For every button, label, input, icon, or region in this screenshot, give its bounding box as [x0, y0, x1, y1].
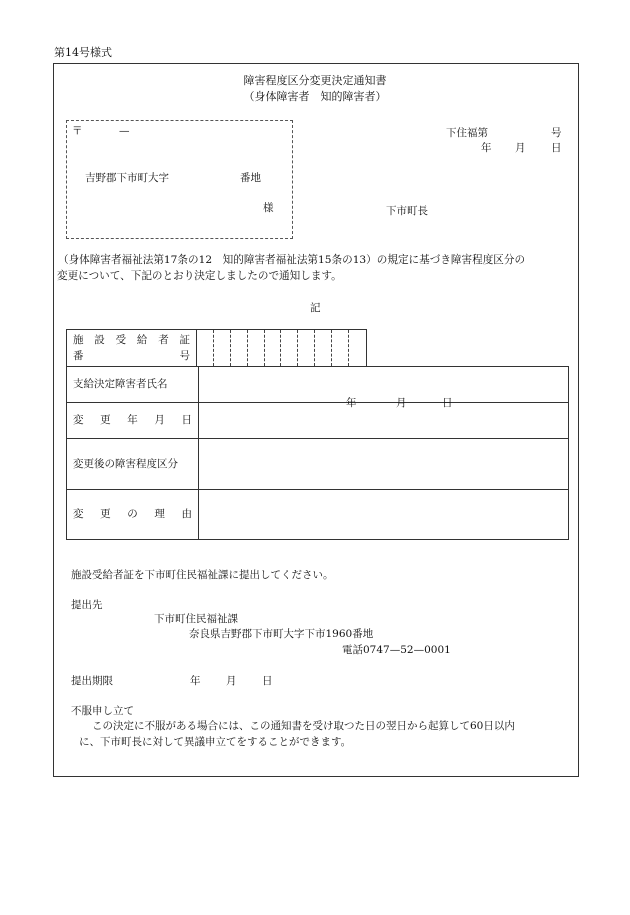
certificate-label-char: 者: [158, 333, 169, 346]
document-title: 障害程度区分変更決定通知書: [243, 74, 387, 87]
issue-month: 月: [515, 142, 526, 154]
issue-year: 年: [481, 142, 492, 154]
change-reason-label-char: 由: [181, 508, 192, 521]
notice-text-line1: （身体障害者福祉法第17条の12 知的障害者福祉法第15条の13）の規定に基づき障害程度区分の: [58, 254, 526, 266]
certificate-label-char: 設: [94, 333, 105, 346]
change-reason-label-char: 変: [73, 508, 84, 521]
change-date-label: [67, 403, 199, 439]
certificate-number-cells[interactable]: [197, 330, 367, 367]
address-street: 吉野郡下市町大字: [85, 172, 169, 184]
doc-number-prefix: 下住福第: [446, 127, 488, 139]
change-date-month: 月: [396, 397, 407, 409]
submission-phone: 電話0747—52—0001: [342, 644, 451, 656]
address-banchi: 番地: [240, 172, 261, 184]
submission-heading: 提出先: [71, 599, 103, 611]
issue-day: 日: [551, 142, 562, 154]
certificate-digit-cell[interactable]: [332, 330, 349, 366]
change-date-day: 日: [442, 397, 453, 409]
certificate-digit-cell[interactable]: [281, 330, 298, 366]
change-reason-label-char: の: [127, 508, 138, 521]
certificate-digit-cell[interactable]: [231, 330, 248, 366]
mayor-title: 下市町長: [386, 205, 428, 217]
certificate-label-char: 証: [179, 333, 190, 346]
deadline-day: 日: [262, 675, 273, 687]
change-date-label-char: 年: [127, 414, 138, 427]
ki-heading: 記: [310, 302, 321, 314]
change-reason-field[interactable]: [199, 490, 569, 540]
change-reason-label: [67, 490, 199, 540]
objection-heading: 不服申し立て: [71, 705, 134, 717]
change-date-year: 年: [346, 397, 357, 409]
certificate-label-char: 番: [73, 350, 84, 362]
change-date-field[interactable]: [199, 397, 569, 439]
doc-number-suffix: 号: [551, 127, 562, 139]
certificate-digit-cell[interactable]: [298, 330, 315, 366]
decision-table: [66, 366, 569, 540]
deadline-label: 提出期限: [71, 675, 113, 687]
deadline-month: 月: [226, 675, 237, 687]
certificate-label-char: 受: [115, 333, 127, 346]
document-subtitle: （身体障害者 知的障害者）: [243, 90, 387, 103]
certificate-digit-cell[interactable]: [197, 330, 214, 366]
certificate-number-table: [66, 329, 367, 367]
objection-text-line1: この決定に不服がある場合には、この通知書を受け取つた日の翌日から起算して60日以内: [92, 720, 515, 732]
form-number: 第14号様式: [54, 46, 112, 59]
submission-address: 奈良県吉野郡下市町大字下市1960番地: [189, 628, 374, 640]
certificate-label-char: 給: [136, 333, 148, 346]
certificate-label-char: 施: [73, 333, 84, 346]
address-sama: 様: [263, 202, 274, 214]
instruction-text: 施設受給者証を下市町住民福祉課に提出してください。: [71, 569, 334, 581]
certificate-digit-cell[interactable]: [248, 330, 265, 366]
certificate-label-char: 号: [179, 350, 190, 362]
recipient-name-label: 支給決定障害者氏名: [67, 367, 199, 403]
deadline-year: 年: [190, 675, 201, 687]
change-reason-label-char: 更: [100, 508, 111, 521]
change-date-label-char: 変: [73, 414, 84, 427]
change-date-label-char: 日: [181, 414, 192, 427]
certificate-digit-cell[interactable]: [265, 330, 282, 366]
new-degree-field[interactable]: [199, 439, 569, 490]
recipient-name-field[interactable]: [199, 367, 569, 403]
submission-office: 下市町住民福祉課: [154, 613, 238, 625]
certificate-number-label: [67, 330, 197, 367]
postal-mark: 〒: [72, 125, 83, 137]
objection-text-line2: に、下市町長に対して異議申立てをすることができます。: [79, 736, 352, 748]
change-reason-label-char: 理: [154, 508, 165, 521]
certificate-digit-cell[interactable]: [349, 330, 366, 366]
certificate-digit-cell[interactable]: [315, 330, 332, 366]
certificate-digit-cell[interactable]: [214, 330, 231, 366]
change-date-label-char: 月: [154, 414, 165, 427]
notice-text-line2: 変更について、下記のとおり決定しましたので通知します。: [57, 270, 342, 282]
postal-dash: —: [119, 125, 130, 137]
change-date-label-char: 更: [100, 414, 111, 427]
new-degree-label: 変更後の障害程度区分: [67, 439, 199, 490]
